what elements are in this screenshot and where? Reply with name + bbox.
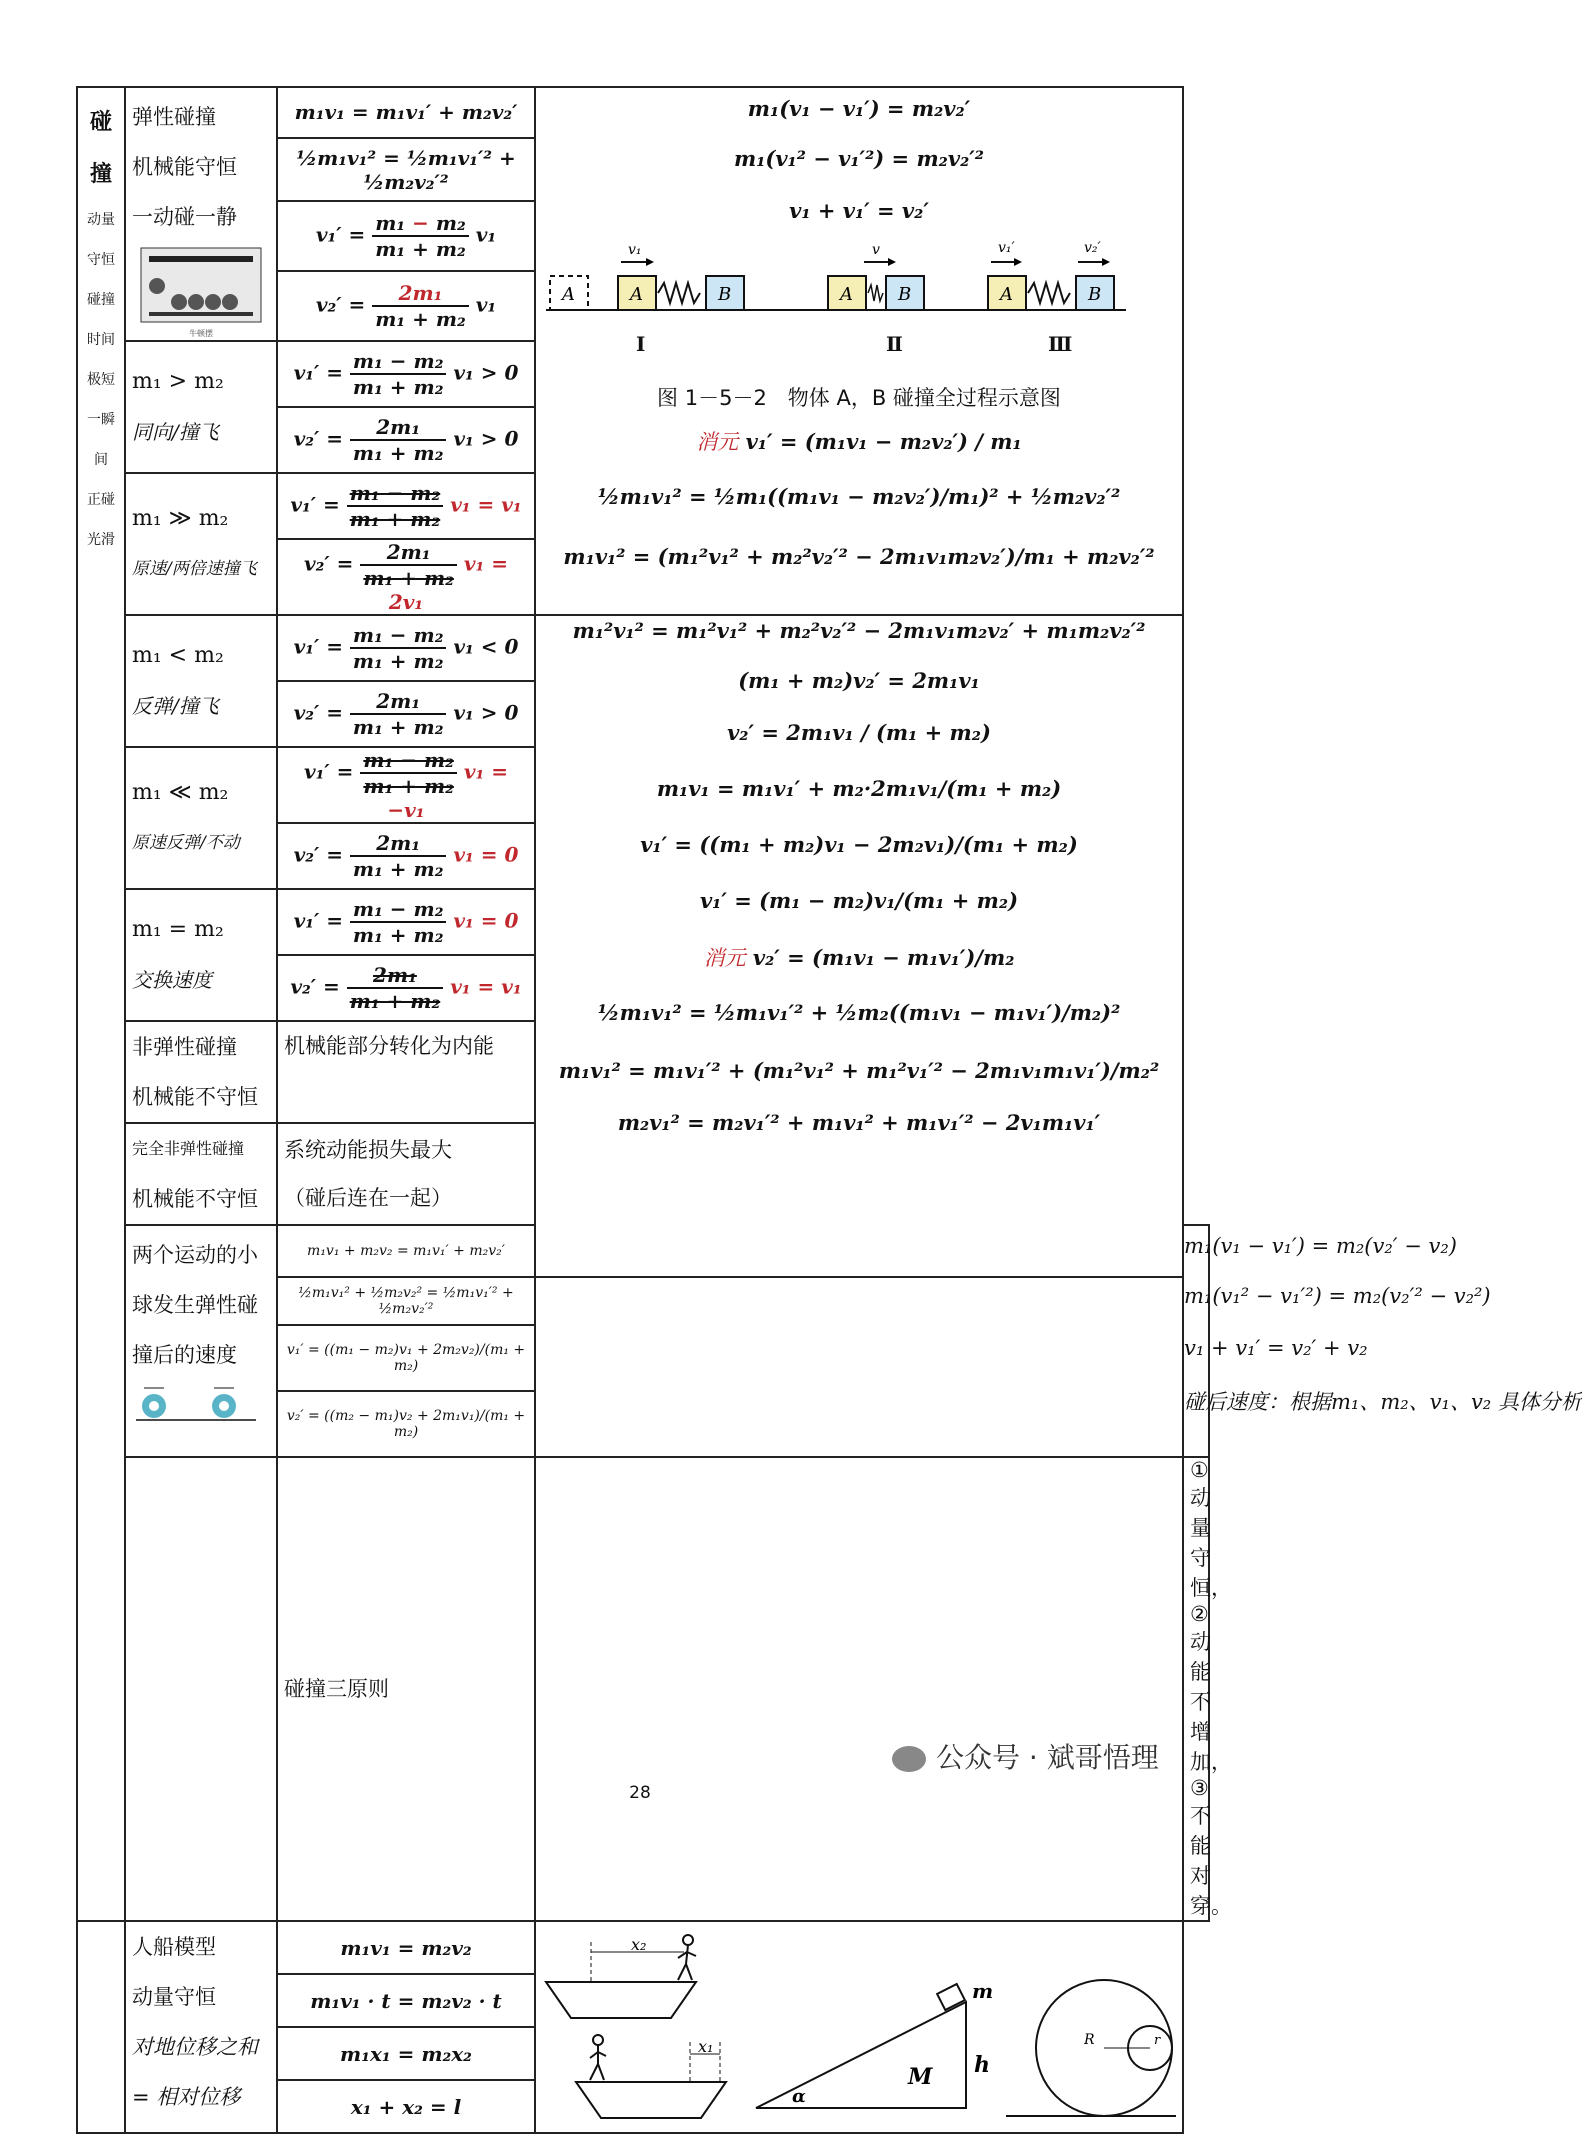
perfect-inelastic-title: 完全非弹性碰撞 [132,1139,245,1158]
case-3-v2: v₂′ = $\frac{\text{2m₁}}{\text{m₁ + m₂}}$ v₁ > 0 [277,681,535,747]
case-2-v1-num: m₁ − m₂ [347,481,444,507]
deriv-line-3: v₁ + v₁′ = v₂′ [789,198,929,223]
label-M: M [908,2064,933,2090]
deriv-line-13-text: v₂′ = (m₁v₁ − m₁v₁′)/m₂ [752,945,1015,970]
svg-text:B: B [898,284,912,305]
deriv-line-4 [536,426,1182,456]
case-5-label: 交换速度 [132,968,212,992]
svg-text:牛顿摆: 牛顿摆 [189,329,213,338]
v1-num-b: m₂ [428,211,466,236]
deriv-line-14: ½m₁v₁² = ½m₁v₁′² + ½m₂((m₁v₁ − m₁v₁′)/m₂)² [597,1000,1121,1025]
elastic-momentum-formula: m₁v₁ = m₁v₁′ + m₂v₂′ [277,87,535,138]
inelastic-cell [125,1021,277,1123]
inelastic-title: 非弹性碰撞 [132,1035,237,1059]
elim-label-2: 消元 [703,946,746,970]
case-3-v1-result: v₁ < 0 [453,634,519,659]
case-4-v2-result: v₁ = 0 [453,842,519,867]
elastic-v1-formula: v₁′ = $\frac{\text{m₁ − m₂}}{\text{m₁ + m₂}}$ v₁ [277,201,535,271]
case-2-cond [125,473,277,615]
case-1-v2-den: m₁ + m₂ [352,441,444,465]
perfect-inelastic-note: （碰后连在一起） [284,1186,452,1210]
case-5-cond [125,889,277,1021]
deriv-line-2: m₁(v₁² − v₁′²) = m₂v₂′² [733,146,984,171]
label-r: r [1154,2033,1161,2048]
label-m: m [972,1979,994,2003]
case-5-v1-result: v₁ = 0 [453,908,519,933]
case-4-v1-result: v₁ = −v₁ [387,759,508,822]
deriv-line-9: v₂′ = 2m₁v₁ / (m₁ + m₂) [727,720,991,745]
boat-f2: m₁v₁ · t = m₂v₂ · t [277,1974,535,2027]
case-3-v2-num: 2m₁ [350,689,447,715]
case-1-cond [125,341,277,473]
deriv-line-11: v₁′ = ((m₁ + m₂)v₁ − 2m₂v₁)/(m₁ + m₂) [640,832,1078,857]
stage-2: Ⅱ [886,332,903,356]
v1-den: m₁ + m₂ [375,237,466,262]
page-number: 28 [629,1783,651,1803]
case-1-v2: v₂′ = $\frac{\text{2m₁}}{\text{m₁ + m₂}}$ v₁ > 0 [277,407,535,473]
two-moving-f4: v₂′ = ((m₂ − m₁)v₂ + 2m₁v₁)/(m₁ + m₂) [277,1391,535,1457]
boat-f1: m₁v₁ = m₂v₂ [277,1921,535,1974]
elim-label-1: 消元 [696,430,739,454]
two-moving-f2: ½m₁v₁² + ½m₂v₂² = ½m₁v₁′² + ½m₂v₂′² [277,1277,535,1325]
case-4-v2: v₂′ = $\frac{\text{2m₁}}{\text{m₁ + m₂}}$ v₁ = 0 [277,823,535,889]
case-5-v1-num: m₁ − m₂ [350,897,447,923]
case-5-v1: v₁′ = $\frac{\text{m₁ − m₂}}{\text{m₁ + m₂}}$ v₁ = 0 [277,889,535,955]
label-h: h [974,2052,990,2078]
boat-f4: x₁ + x₂ = l [277,2080,535,2133]
svg-text:v₁′: v₁′ [998,240,1015,256]
case-4-v1: v₁′ = $\frac{\text{m₁ − m₂}}{\text{m₁ + m₂}}$ v₁ = −v₁ [277,747,535,823]
case-1-v1-den: m₁ + m₂ [352,375,444,399]
svg-text:A: A [630,284,643,305]
case-2-v2-result: v₁ = 2v₁ [388,551,508,614]
svg-text:A: A [562,284,575,305]
svg-text:A: A [840,284,853,305]
case-5-v2-result: v₁ = v₁ [450,974,522,999]
derivation-cell [535,87,1183,615]
watermark-text: 公众号 · 斌哥悟理 [936,1741,1159,1774]
case-4-v2-den: m₁ + m₂ [352,857,444,881]
label-x1: x₁ [698,2037,714,2056]
empty-cell-2 [77,1921,125,2133]
side-note-4: 正碰 [87,492,115,508]
case-1-v1-result: v₁ > 0 [453,360,519,385]
elastic-energy-formula: ½m₁v₁² = ½m₁v₁′² + ½m₂v₂′² [277,138,535,202]
perfect-inelastic-energy: 机械能不守恒 [132,1187,258,1211]
label-x2: x₂ [631,1935,647,1954]
case-4-v1-den: m₁ + m₂ [363,774,454,798]
case-2-cond-text: m₁ ≫ m₂ [132,506,229,531]
svg-text:B: B [1088,284,1102,305]
case-3-v2-result: v₁ > 0 [453,700,519,725]
deriv-line-1: m₁(v₁ − v₁′) = m₂v₂′ [747,96,971,121]
deriv-line-15: m₁v₁² = m₁v₁′² + (m₁²v₁² + m₁²v₁′² − 2m₁v₁m₁v₁′)/m₂² [558,1058,1160,1083]
perfect-inelastic-desc-cell [277,1123,535,1225]
case-5-v1-den: m₁ + m₂ [352,923,444,947]
two-moving-deriv-cell [1183,1225,1582,1457]
deriv-line-16: m₂v₁² = m₂v₁′² + m₁v₁² + m₁v₁′² − 2v₁m₁v₁′ [617,1110,1101,1135]
v1-num-minus: − [412,211,429,236]
two-moving-f1: m₁v₁ + m₂v₂ = m₁v₁′ + m₂v₂′ [277,1225,535,1277]
case-1-v1: v₁′ = $\frac{\text{m₁ − m₂}}{\text{m₁ + m₂}}$ v₁ > 0 [277,341,535,407]
boat-title: 人船模型 [132,1935,216,1959]
collision-char-1: 碰 [89,109,112,135]
side-note-5: 光滑 [87,532,115,548]
perfect-inelastic-cell [125,1123,277,1225]
case-3-cond-text: m₁ < m₂ [132,643,224,668]
label-R: R [1084,2032,1095,2048]
case-2-v1: v₁′ = $\frac{\text{m₁ − m₂}}{\text{m₁ + m₂}}$ v₁ = v₁ [277,473,535,539]
case-3-v1-den: m₁ + m₂ [352,649,444,673]
boat-note-1: 对地位移之和 [132,2035,258,2059]
case-3-cond [125,615,277,747]
elastic-one-moving: 一动碰一静 [132,205,237,229]
collision-diagram [546,238,1166,338]
case-1-v2-num: 2m₁ [350,415,447,441]
deriv-line-8: (m₁ + m₂)v₂′ = 2m₁v₁ [738,668,980,693]
two-moving-d1: m₁(v₁ − v₁′) = m₂(v₂′ − v₂) [1184,1234,1457,1258]
two-moving-f3: v₁′ = ((m₁ − m₂)v₁ + 2m₂v₂)/(m₁ + m₂) [277,1325,535,1391]
boat-note-2: = 相对位移 [132,2085,241,2109]
principles-title: 碰撞三原则 [277,1457,535,1921]
elastic-title: 弹性碰撞 [132,105,216,129]
deriv-line-6: m₁v₁² = (m₁²v₁² + m₂²v₂′² − 2m₁v₁m₂v₂′)/m₁ + m₂v₂′² [563,544,1155,569]
stage-labels [536,332,1182,362]
deriv-line-4-text: v₁′ = (m₁v₁ − m₂v₂′) / m₁ [745,429,1022,454]
perfect-inelastic-desc: 系统动能损失最大 [284,1138,452,1162]
v2-den: m₁ + m₂ [375,307,466,332]
case-1-v2-result: v₁ > 0 [453,426,519,451]
case-1-v1-num: m₁ − m₂ [350,349,447,375]
case-2-v2: v₂′ = $\frac{\text{2m₁}}{\text{m₁ + m₂}}$ v₁ = 2v₁ [277,539,535,615]
principles-content: ①动量守恒，②动能不增加，③不能对穿。 [1183,1457,1209,1921]
case-5-v2-num: 2m₁ [347,963,444,989]
elastic-desc-cell [125,87,277,341]
stage-1: Ⅰ [636,332,646,356]
svg-text:v₂′: v₂′ [1084,240,1101,256]
case-4-cond [125,747,277,889]
svg-text:A: A [1000,284,1013,305]
two-moving-d4: 碰后速度：根据m₁、m₂、v₁、v₂ 具体分析 [1184,1390,1582,1414]
boat-diagrams [536,1922,1180,2128]
two-moving-d3: v₁ + v₁′ = v₂′ + v₂ [1184,1336,1368,1360]
empty-cell-1 [125,1457,277,1921]
boat-f3: m₁x₁ = m₂x₂ [277,2027,535,2080]
svg-text:v₁: v₁ [628,242,642,258]
two-moving-d2: m₁(v₁² − v₁′²) = m₂(v₂′² − v₂²) [1184,1284,1491,1308]
deriv-line-13 [536,942,1182,972]
svg-text:v: v [872,242,880,258]
case-2-v2-num: 2m₁ [360,540,457,566]
v1-num-a: m₁ [375,211,413,236]
collision-char-2: 撞 [89,161,112,187]
figure-caption: 图 1－5－2 物体 A，B 碰撞全过程示意图 [657,386,1061,410]
case-2-v1-den: m₁ + m₂ [349,507,441,531]
two-balls-image [132,1380,262,1430]
case-2-v1-result: v₁ = v₁ [450,492,522,517]
v2-num: 2m₁ [372,281,469,307]
case-3-v2-den: m₁ + m₂ [352,715,444,739]
svg-text:B: B [718,284,732,305]
inelastic-energy: 机械能不守恒 [132,1085,258,1109]
watermark [892,1736,1159,1776]
inelastic-desc: 机械能部分转化为内能 [277,1021,535,1123]
boat-sub: 动量守恒 [132,1985,216,2009]
boat-model-cell [125,1921,277,2133]
case-1-cond-text: m₁ > m₂ [132,369,224,394]
two-moving-title: 两个运动的小球发生弹性碰撞后的速度 [132,1243,258,1367]
case-4-v1-num: m₁ − m₂ [360,748,457,774]
deriv-line-10: m₁v₁ = m₁v₁′ + m₂·2m₁v₁/(m₁ + m₂) [656,776,1062,801]
deriv-line-7: m₁²v₁² = m₁²v₁² + m₂²v₂′² − 2m₁v₁m₂v₂′ + m₁m₂v₂′² [572,618,1146,643]
case-5-v2: v₂′ = $\frac{\text{2m₁}}{\text{m₁ + m₂}}$ v₁ = v₁ [277,955,535,1021]
case-3-label: 反弹/撞飞 [132,694,219,718]
deriv-line-5: ½m₁v₁² = ½m₁((m₁v₁ − m₂v₂′)/m₁)² + ½m₂v₂′² [597,484,1121,509]
newton-cradle-image [139,246,263,340]
side-note-3: 一瞬间 [87,412,115,468]
case-3-v1-num: m₁ − m₂ [350,623,447,649]
elastic-energy: 机械能守恒 [132,155,237,179]
case-4-v2-num: 2m₁ [350,831,447,857]
case-3-v1: v₁′ = $\frac{\text{m₁ − m₂}}{\text{m₁ + m₂}}$ v₁ < 0 [277,615,535,681]
formula-table [76,86,1582,2134]
case-5-cond-text: m₁ = m₂ [132,917,224,942]
principles-empty [535,1457,1183,1921]
elastic-v2-formula: v₂′ = $\frac{\text{2m₁}}{\text{m₁ + m₂}}$ v₁ [277,271,535,341]
two-moving-cell [125,1225,277,1457]
boat-diagram-cell [535,1921,1183,2133]
stage-3: Ⅲ [1048,332,1073,356]
wechat-icon [892,1746,926,1772]
deriv-line-12: v₁′ = (m₁ − m₂)v₁/(m₁ + m₂) [699,888,1019,913]
case-4-cond-text: m₁ ≪ m₂ [132,780,229,805]
case-4-label: 原速反弹/不动 [132,833,240,853]
side-note-2: 碰撞时间极短 [87,292,115,388]
case-2-label: 原速/两倍速撞飞 [132,559,257,579]
label-alpha: α [792,2086,806,2107]
derivation-cell-2 [535,615,1183,1277]
case-2-v2-den: m₁ + m₂ [363,566,454,590]
case-1-label: 同向/撞飞 [132,420,219,444]
side-note-1: 动量守恒 [87,212,115,268]
collision-side-label [77,87,125,1921]
case-5-v2-den: m₁ + m₂ [349,989,441,1013]
